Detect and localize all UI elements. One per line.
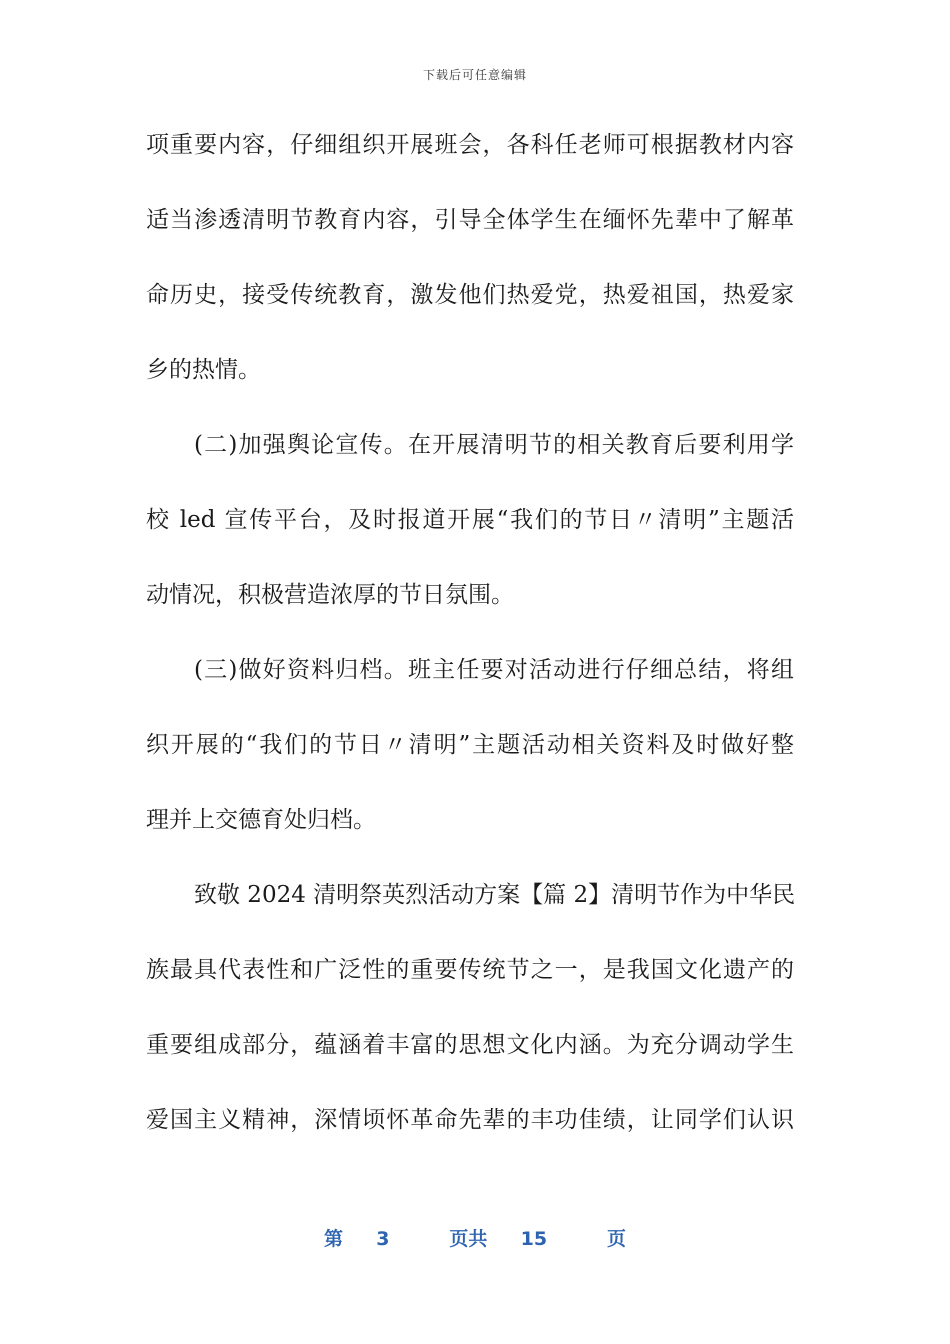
- text-line: (二)加强舆论宣传。在开展清明节的相关教育后要利用学: [194, 432, 794, 458]
- text-line: 乡的热情。: [146, 357, 261, 383]
- text-line: 族最具代表性和广泛性的重要传统节之一，是我国文化遗产的: [146, 957, 794, 983]
- header-note: 下载后可任意编辑: [422, 68, 527, 82]
- text-line: 致敬 2024 清明祭英烈活动方案【篇 2】清明节作为中华民: [194, 882, 796, 908]
- text-line: (三)做好资料归档。班主任要对活动进行仔细总结，将组: [194, 657, 794, 683]
- text-line: 适当渗透清明节教育内容，引导全体学生在缅怀先辈中了解革: [146, 207, 794, 233]
- footer-middle: 页共: [449, 1228, 488, 1250]
- total-pages-number: 15: [520, 1228, 548, 1250]
- text-line: 爱国主义精神，深情顷怀革命先辈的丰功佳绩，让同学们认识: [146, 1107, 794, 1133]
- text-line: 重要组成部分，蕴涵着丰富的思想文化内涵。为充分调动学生: [146, 1032, 794, 1058]
- current-page-number: 3: [376, 1228, 390, 1250]
- text-line: 动情况，积极营造浓厚的节日氛围。: [146, 582, 514, 608]
- text-line: 项重要内容，仔细组织开展班会，各科任老师可根据教材内容: [146, 132, 794, 158]
- footer-prefix: 第: [324, 1228, 344, 1250]
- text-line: 校 led 宣传平台，及时报道开展“我们的节日〃清明”主题活: [146, 507, 794, 533]
- text-line: 织开展的“我们的节日〃清明”主题活动相关资料及时做好整: [146, 732, 794, 758]
- text-line: 命历史，接受传统教育，激发他们热爱党，热爱祖国，热爱家: [146, 282, 794, 308]
- document-body: [146, 108, 794, 1158]
- footer-suffix: 页: [606, 1228, 626, 1250]
- page-footer: [0, 1224, 950, 1251]
- text-line: 理并上交德育处归档。: [146, 807, 376, 833]
